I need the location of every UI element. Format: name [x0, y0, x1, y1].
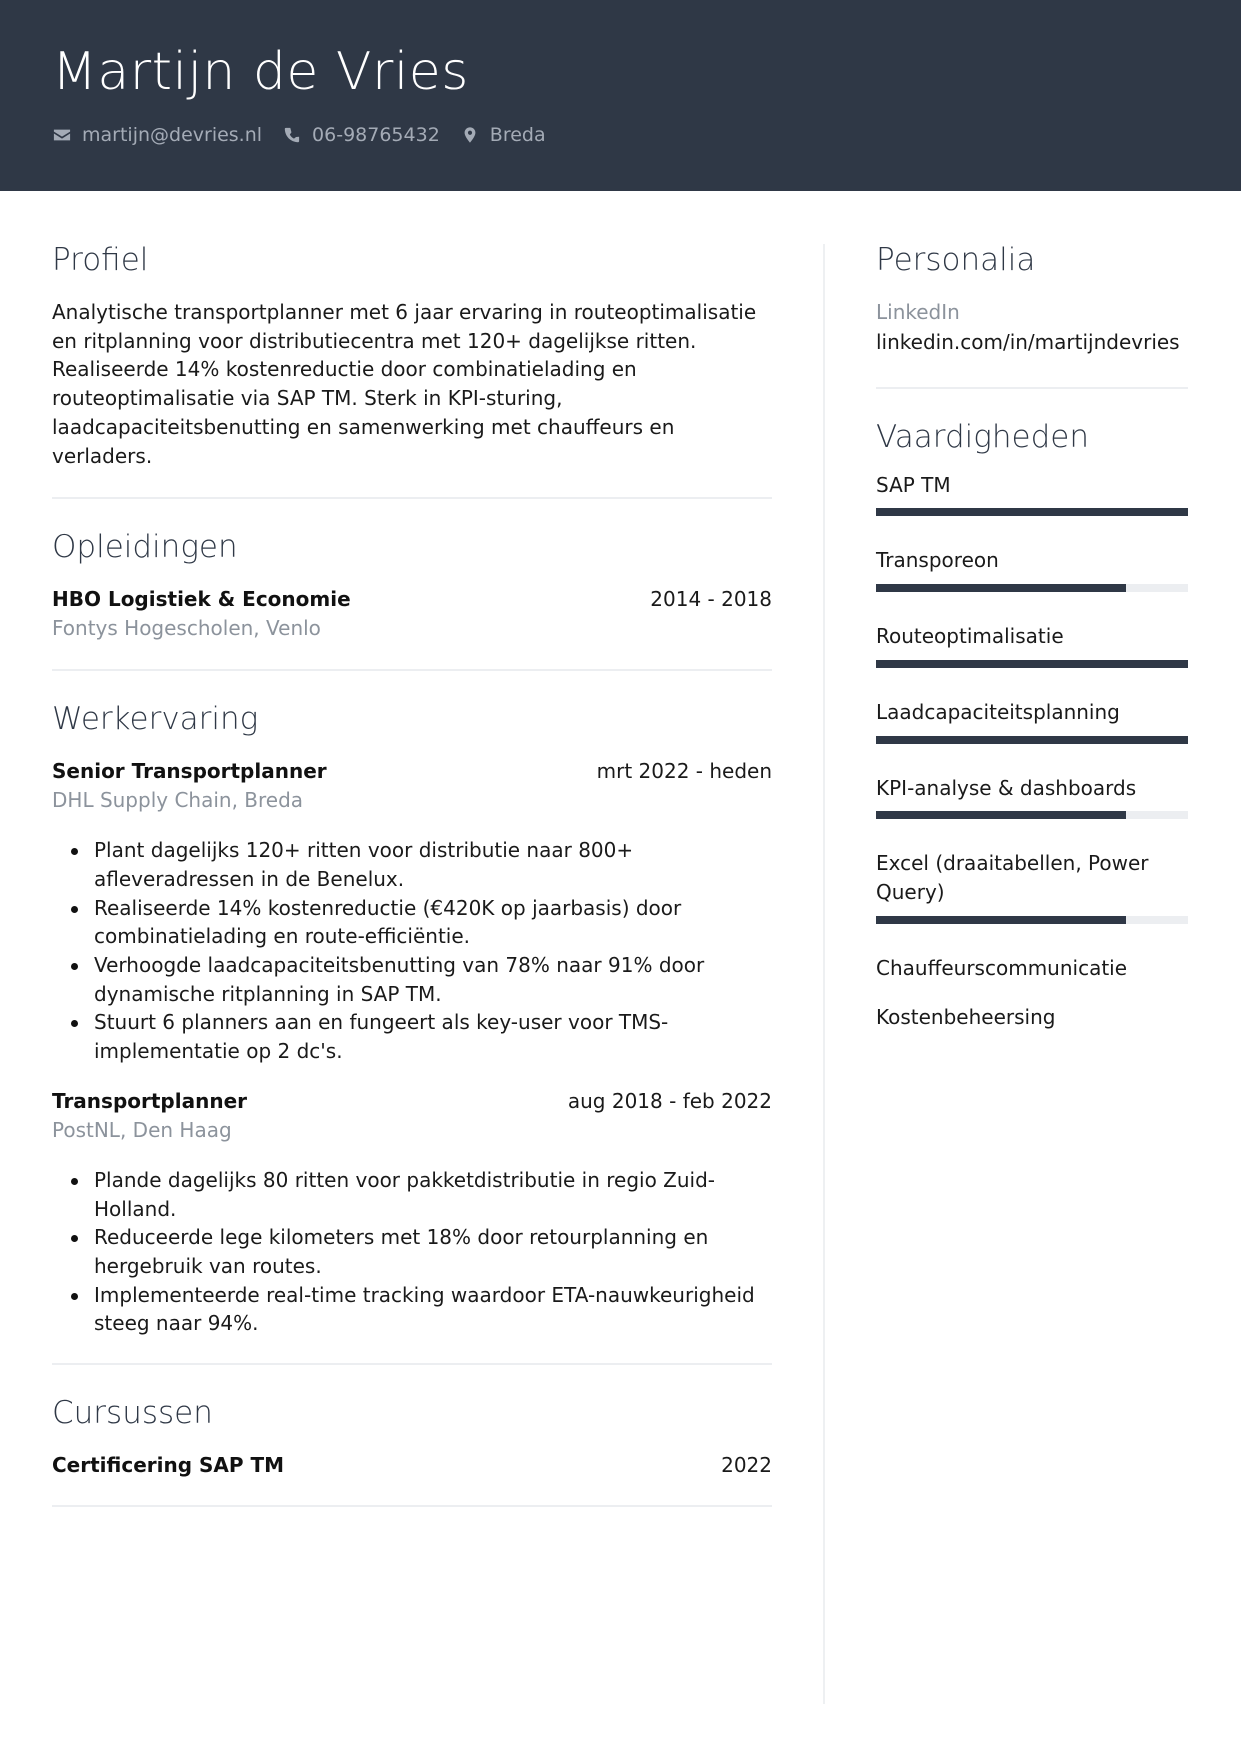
- skill-item: [876, 698, 1188, 744]
- linkedin-label: LinkedIn: [876, 300, 960, 324]
- work-section: [52, 701, 772, 1338]
- skill-level-bar: [876, 811, 1188, 819]
- skill-item: [876, 471, 1188, 517]
- list-item: Stuurt 6 planners aan en fungeert als key-user voor TMS-implementatie op 2 dc's.: [94, 1008, 772, 1065]
- email-text: martijn@devries.nl: [82, 124, 263, 146]
- course-date: 2022: [721, 1453, 772, 1478]
- phone-icon: [282, 125, 302, 145]
- skill-item: [876, 774, 1188, 820]
- education-section: [52, 529, 772, 640]
- education-school: Fontys Hogescholen, Venlo: [52, 616, 321, 641]
- education-degree: HBO Logistiek & Economie: [52, 587, 351, 612]
- profile-text: Analytische transportplanner met 6 jaar ervaring in routeoptimalisatie en ritplanning voor distributiecentra met 120+ dagelijkse ritten. Realiseerde 14% kostenreductie door combinatielading en routeoptimalisatie via SAP TM. Sterk in KPI-sturing, laadcapaciteitsbenutting en samenwerking met chauffeurs en verladers.: [52, 300, 757, 468]
- section-divider: [876, 387, 1188, 389]
- job-dates: mrt 2022 - heden: [596, 759, 772, 784]
- education-dates: 2014 - 2018: [650, 587, 772, 612]
- skill-name: Chauffeurscommunicatie: [876, 955, 1128, 980]
- list-item: Reduceerde lege kilometers met 18% door retourplanning en hergebruik van routes.: [94, 1223, 772, 1280]
- skill-level-fill: [876, 811, 1126, 819]
- section-divider: [52, 1505, 772, 1507]
- skill-level-fill: [876, 736, 1188, 744]
- courses-section: [52, 1395, 772, 1477]
- column-divider: [823, 244, 825, 1704]
- work-entry: [52, 759, 772, 1066]
- personal-section: [876, 242, 1188, 357]
- skill-level-fill: [876, 508, 1188, 516]
- skill-level-bar: [876, 916, 1188, 924]
- skill-item: [876, 954, 1188, 983]
- envelope-icon: [52, 125, 72, 145]
- list-item: Verhoogde laadcapaciteitsbenutting van 78% naar 91% door dynamische ritplanning in SAP TM.: [94, 951, 772, 1008]
- list-item: Implementeerde real-time tracking waardoor ETA-nauwkeurigheid steeg naar 94%.: [94, 1281, 772, 1338]
- resume-header: [0, 0, 1241, 191]
- contact-location: [460, 124, 546, 146]
- section-divider: [52, 1363, 772, 1365]
- skill-level-bar: [876, 508, 1188, 516]
- sidebar-column: [876, 242, 1188, 1032]
- work-entry: [52, 1089, 772, 1338]
- job-role: Senior Transportplanner: [52, 759, 327, 784]
- skill-level-bar: [876, 584, 1188, 592]
- job-company: PostNL, Den Haag: [52, 1117, 232, 1142]
- education-title: Opleidingen: [52, 529, 238, 566]
- skill-item: [876, 622, 1188, 668]
- personal-title: Personalia: [876, 242, 1036, 278]
- list-item: Plande dagelijks 80 ritten voor pakketdistributie in regio Zuid-Holland.: [94, 1166, 772, 1223]
- section-divider: [52, 497, 772, 499]
- job-bullets: [52, 1166, 772, 1338]
- skill-name: Excel (draaitabellen, Power Query): [876, 851, 1149, 904]
- education-entry: [52, 587, 772, 640]
- linkedin-link[interactable]: linkedin.com/in/martijndevries: [876, 330, 1180, 354]
- skill-name: Kostenbeheersing: [876, 1005, 1056, 1030]
- location-text: Breda: [489, 124, 546, 146]
- skill-item: [876, 1003, 1188, 1032]
- list-item: Plant dagelijks 120+ ritten voor distributie naar 800+ afleveradressen in de Benelux.: [94, 836, 772, 893]
- skills-list: [876, 471, 1188, 1032]
- skill-level-fill: [876, 584, 1126, 592]
- skills-title: Vaardigheden: [876, 418, 1090, 455]
- candidate-name: Martijn de Vries: [52, 42, 469, 102]
- courses-title: Cursussen: [52, 1395, 213, 1432]
- main-column: [52, 242, 772, 1507]
- phone-text: 06-98765432: [312, 124, 440, 146]
- job-company: DHL Supply Chain, Breda: [52, 788, 304, 813]
- skill-level-fill: [876, 916, 1126, 924]
- skill-name: Transporeon: [876, 548, 999, 573]
- course-name: Certificering SAP TM: [52, 1453, 285, 1478]
- map-pin-icon: [460, 125, 480, 145]
- contact-info: [52, 124, 566, 146]
- course-entry: [52, 1453, 772, 1477]
- list-item: Realiseerde 14% kostenreductie (€420K op jaarbasis) door combinatielading en route-efficiëntie.: [94, 894, 772, 951]
- skill-name: KPI-analyse & dashboards: [876, 775, 1137, 800]
- profile-section: [52, 242, 772, 470]
- skill-level-bar: [876, 736, 1188, 744]
- skill-name: Laadcapaciteitsplanning: [876, 699, 1120, 724]
- skill-level-bar: [876, 660, 1188, 668]
- job-bullets: [52, 836, 772, 1066]
- contact-phone: [282, 124, 440, 146]
- skill-name: SAP TM: [876, 472, 951, 497]
- skill-level-fill: [876, 660, 1188, 668]
- profile-title: Profiel: [52, 242, 149, 278]
- work-title: Werkervaring: [52, 701, 259, 738]
- skill-item: [876, 546, 1188, 592]
- contact-email: [52, 124, 262, 146]
- section-divider: [52, 669, 772, 671]
- skill-item: [876, 849, 1188, 923]
- skills-section: [876, 419, 1188, 1032]
- skill-name: Routeoptimalisatie: [876, 624, 1064, 649]
- job-dates: aug 2018 - feb 2022: [567, 1088, 772, 1113]
- job-role: Transportplanner: [52, 1088, 247, 1113]
